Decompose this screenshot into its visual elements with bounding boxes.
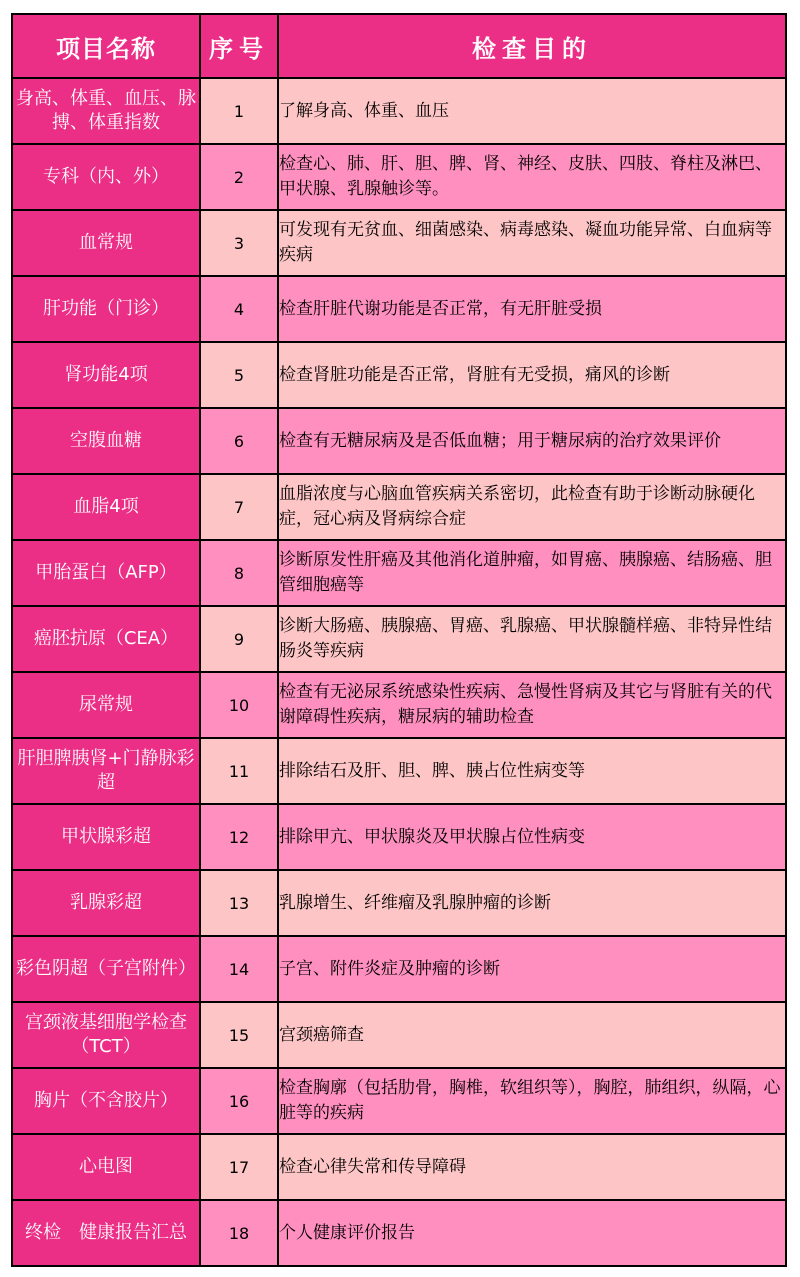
purpose-cell: 血脂浓度与心脑血管疾病关系密切，此检查有助于诊断动脉硬化症，冠心病及肾病综合症 (278, 474, 786, 540)
table-row (12, 1200, 786, 1266)
item-name-cell: 宫颈液基细胞学检查（TCT） (12, 1002, 200, 1068)
purpose-cell: 诊断原发性肝癌及其他消化道肿瘤，如胃癌、胰腺癌、结肠癌、胆管细胞癌等 (278, 540, 786, 606)
table-row (12, 870, 786, 936)
table-body (12, 78, 786, 1266)
table-row (12, 804, 786, 870)
purpose-cell: 排除甲亢、甲状腺炎及甲状腺占位性病变 (278, 804, 786, 870)
purpose-cell: 乳腺增生、纤维瘤及乳腺肿瘤的诊断 (278, 870, 786, 936)
item-name-cell: 甲状腺彩超 (12, 804, 200, 870)
item-name-cell: 身高、体重、血压、脉搏、体重指数 (12, 78, 200, 144)
table-row (12, 474, 786, 540)
purpose-cell: 了解身高、体重、血压 (278, 78, 786, 144)
table-row (12, 672, 786, 738)
table-row (12, 936, 786, 1002)
purpose-cell: 检查有无糖尿病及是否低血糖；用于糖尿病的治疗效果评价 (278, 408, 786, 474)
item-name-cell: 终检 健康报告汇总 (12, 1200, 200, 1266)
purpose-cell: 检查肾脏功能是否正常，肾脏有无受损，痛风的诊断 (278, 342, 786, 408)
sequence-cell: 16 (200, 1068, 278, 1134)
table-row (12, 1002, 786, 1068)
table-row (12, 540, 786, 606)
sequence-cell: 11 (200, 738, 278, 804)
sequence-cell: 9 (200, 606, 278, 672)
purpose-cell: 检查胸廓（包括肋骨，胸椎，软组织等），胸腔，肺组织，纵隔，心脏等的疾病 (278, 1068, 786, 1134)
sequence-cell: 4 (200, 276, 278, 342)
item-name-cell: 胸片（不含胶片） (12, 1068, 200, 1134)
item-name-cell: 血常规 (12, 210, 200, 276)
purpose-cell: 子宫、附件炎症及肿瘤的诊断 (278, 936, 786, 1002)
item-name-cell: 乳腺彩超 (12, 870, 200, 936)
sequence-cell: 10 (200, 672, 278, 738)
item-name-cell: 尿常规 (12, 672, 200, 738)
sequence-cell: 7 (200, 474, 278, 540)
purpose-cell: 宫颈癌筛查 (278, 1002, 786, 1068)
sequence-cell: 8 (200, 540, 278, 606)
item-name-cell: 肝胆脾胰肾+门静脉彩超 (12, 738, 200, 804)
purpose-cell: 检查心律失常和传导障碍 (278, 1134, 786, 1200)
sequence-cell: 2 (200, 144, 278, 210)
sequence-cell: 1 (200, 78, 278, 144)
header-item-name: 项目名称 (12, 14, 200, 78)
sequence-cell: 3 (200, 210, 278, 276)
item-name-cell: 肾功能4项 (12, 342, 200, 408)
header-sequence: 序号 (200, 14, 278, 78)
item-name-cell: 空腹血糖 (12, 408, 200, 474)
purpose-cell: 检查心、肺、肝、胆、脾、肾、神经、皮肤、四肢、脊柱及淋巴、甲状腺、乳腺触诊等。 (278, 144, 786, 210)
sequence-cell: 18 (200, 1200, 278, 1266)
purpose-cell: 检查有无泌尿系统感染性疾病、急慢性肾病及其它与肾脏有关的代谢障碍性疾病，糖尿病的辅助检查 (278, 672, 786, 738)
purpose-cell: 个人健康评价报告 (278, 1200, 786, 1266)
table-row (12, 210, 786, 276)
item-name-cell: 肝功能（门诊） (12, 276, 200, 342)
table-row (12, 342, 786, 408)
item-name-cell: 癌胚抗原（CEA） (12, 606, 200, 672)
sequence-cell: 5 (200, 342, 278, 408)
table-row (12, 738, 786, 804)
item-name-cell: 心电图 (12, 1134, 200, 1200)
sequence-cell: 6 (200, 408, 278, 474)
sequence-cell: 15 (200, 1002, 278, 1068)
purpose-cell: 可发现有无贫血、细菌感染、病毒感染、凝血功能异常、白血病等疾病 (278, 210, 786, 276)
table-row (12, 276, 786, 342)
sequence-cell: 14 (200, 936, 278, 1002)
table-header-row (12, 14, 786, 78)
table-row (12, 408, 786, 474)
item-name-cell: 彩色阴超（子宫附件） (12, 936, 200, 1002)
sequence-cell: 13 (200, 870, 278, 936)
item-name-cell: 血脂4项 (12, 474, 200, 540)
exam-items-table (11, 13, 787, 1267)
sequence-cell: 12 (200, 804, 278, 870)
item-name-cell: 甲胎蛋白（AFP） (12, 540, 200, 606)
purpose-cell: 排除结石及肝、胆、脾、胰占位性病变等 (278, 738, 786, 804)
item-name-cell: 专科（内、外） (12, 144, 200, 210)
sequence-cell: 17 (200, 1134, 278, 1200)
table-row (12, 606, 786, 672)
purpose-cell: 诊断大肠癌、胰腺癌、胃癌、乳腺癌、甲状腺髓样癌、非特异性结肠炎等疾病 (278, 606, 786, 672)
table-row (12, 1134, 786, 1200)
table-row (12, 78, 786, 144)
table-row (12, 144, 786, 210)
purpose-cell: 检查肝脏代谢功能是否正常，有无肝脏受损 (278, 276, 786, 342)
header-purpose: 检查目的 (278, 14, 786, 78)
table-row (12, 1068, 786, 1134)
